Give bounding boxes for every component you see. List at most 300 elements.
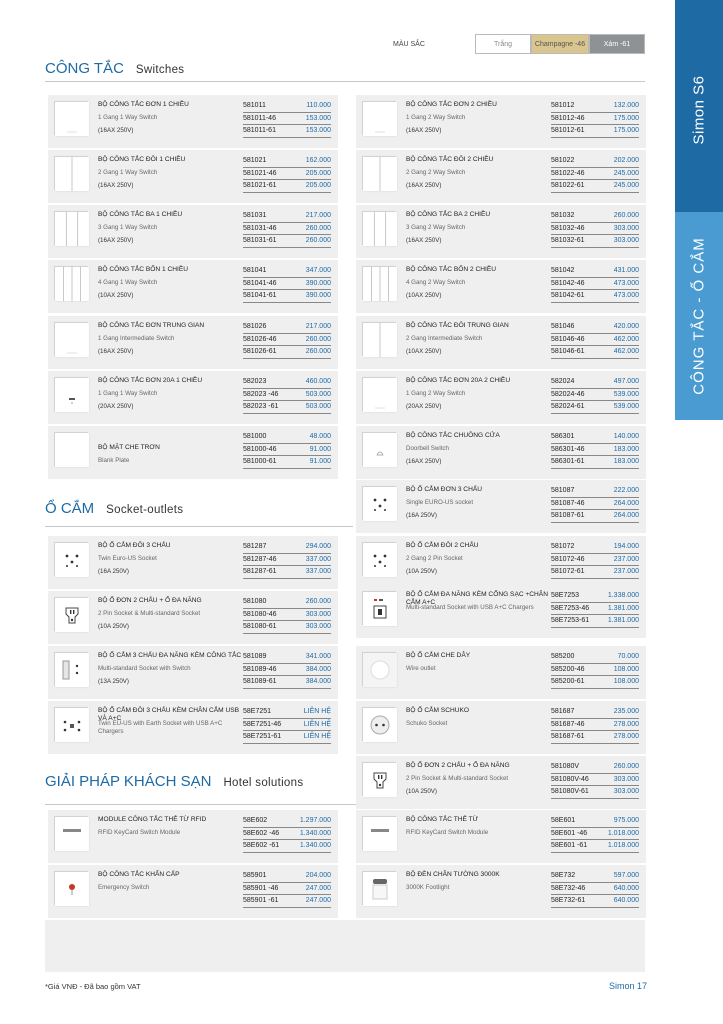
product-card <box>356 260 646 313</box>
product-spec: (10A 250V) <box>406 788 437 795</box>
product-card <box>356 536 646 589</box>
product-code: 581041-46 <box>243 279 277 287</box>
code-row <box>551 603 639 616</box>
product-code-table <box>243 100 331 138</box>
product-spec: (10A 250V) <box>406 568 437 575</box>
product-price: 183.000 <box>613 458 639 465</box>
code-row <box>551 510 639 523</box>
product-card <box>356 371 646 424</box>
code-row <box>551 321 639 334</box>
product-price: 460.000 <box>305 378 331 385</box>
product-code-table <box>243 815 331 853</box>
product-code: 581026-61 <box>243 348 277 355</box>
switch-4-gang-icon <box>54 266 88 300</box>
product-code: 581072 <box>551 543 575 550</box>
product-code: 581000-46 <box>243 445 277 453</box>
product-name-en: 3000K Footlight <box>406 884 450 891</box>
product-code: 585901 -46 <box>243 884 279 892</box>
section-divider <box>45 81 645 82</box>
product-card <box>356 756 646 809</box>
product-price: 303.000 <box>305 610 331 618</box>
code-row <box>243 265 331 278</box>
code-row <box>551 168 639 181</box>
product-name-en: RFID KeyCard Switch Module <box>98 829 181 836</box>
code-row <box>551 815 639 828</box>
switch-4-gang-icon <box>362 266 396 300</box>
code-row <box>551 895 639 908</box>
product-card <box>48 701 338 754</box>
product-name: BỘ CÔNG TẮC ĐÔI TRUNG GIAN <box>406 322 509 329</box>
product-code: 581012 <box>551 102 575 109</box>
product-price: 1.381.000 <box>607 617 639 624</box>
product-code: 581026-46 <box>243 335 277 343</box>
code-row <box>243 223 331 236</box>
code-row <box>243 444 331 457</box>
product-code-table <box>243 376 331 414</box>
product-card <box>48 591 338 644</box>
product-price: 132.000 <box>613 102 639 109</box>
code-row <box>551 828 639 841</box>
product-price: 473.000 <box>613 292 639 299</box>
code-row <box>551 346 639 359</box>
product-price: 260.000 <box>305 335 331 343</box>
product-code: 581287 <box>243 543 267 550</box>
product-code: 581011 <box>243 102 266 109</box>
code-row <box>243 155 331 168</box>
switch-2-gang-icon <box>54 156 88 190</box>
product-code-table <box>551 651 639 689</box>
product-price: 303.000 <box>613 788 639 795</box>
product-code-table <box>243 596 331 634</box>
product-name: BỘ CÔNG TẮC BA 2 CHIỀU <box>406 211 491 218</box>
product-price: 1.340.000 <box>299 829 331 837</box>
code-row <box>243 828 331 841</box>
product-name-en: 3 Gang 1 Way Switch <box>98 224 158 231</box>
product-code-table <box>243 706 331 744</box>
product-price: LIÊN HỆ <box>303 708 331 715</box>
code-row <box>243 168 331 181</box>
product-code-table <box>551 376 639 414</box>
product-name-en: 1 Gang 1 Way Switch <box>98 390 158 397</box>
product-code-table <box>243 210 331 248</box>
code-row <box>243 664 331 677</box>
product-code: 58E7251-61 <box>243 733 282 740</box>
code-row <box>243 870 331 883</box>
section-title-switches <box>45 60 184 77</box>
product-code: 581012-61 <box>551 127 585 134</box>
product-code: 581031-46 <box>243 224 277 232</box>
product-code-table <box>243 541 331 579</box>
product-name: BỘ Ổ CẮM SCHUKO <box>406 707 470 714</box>
product-code-table <box>551 761 639 799</box>
code-row <box>243 719 331 732</box>
product-code: 581287-46 <box>243 555 277 563</box>
product-spec: (10AX 250V) <box>406 292 442 299</box>
product-code-table <box>551 155 639 193</box>
product-name: BỘ CÔNG TẮC ĐƠN 2 CHIỀU <box>406 101 497 108</box>
product-name: BỘ Ổ CẮM ĐƠN 3 CHẤU <box>406 486 482 493</box>
code-row <box>551 676 639 689</box>
code-row <box>243 554 331 567</box>
code-row <box>243 210 331 223</box>
product-name: BỘ CÔNG TẮC ĐÔI 2 CHIỀU <box>406 156 494 163</box>
product-code: 581042-46 <box>551 279 585 287</box>
product-code: 586301-46 <box>551 445 585 453</box>
product-code: 58E732 <box>551 872 576 879</box>
product-code: 581046-46 <box>551 335 585 343</box>
code-row <box>243 706 331 719</box>
code-row <box>243 883 331 896</box>
section-divider <box>45 526 353 527</box>
product-name-en: RFID KeyCard Switch Module <box>406 829 489 836</box>
product-price: 341.000 <box>305 653 331 660</box>
product-name-en: Emergency Switch <box>98 884 150 891</box>
section-en: Hotel solutions <box>223 777 304 789</box>
code-row <box>243 456 331 469</box>
code-row <box>243 815 331 828</box>
product-name: BỘ Ổ CẮM ĐÔI 2 CHẤU <box>406 542 479 549</box>
product-card <box>48 371 338 424</box>
product-code: 581046 <box>551 323 575 330</box>
product-price: 1.018.000 <box>607 829 639 837</box>
product-price: 431.000 <box>613 267 639 274</box>
product-card <box>356 585 646 638</box>
product-spec: (16AX 250V) <box>406 127 442 134</box>
product-price: 384.000 <box>305 678 331 685</box>
switch-2-gang-icon <box>362 322 396 356</box>
product-price: 260.000 <box>305 348 331 355</box>
product-code: 581031 <box>243 212 267 219</box>
product-price: 260.000 <box>305 598 331 605</box>
product-card <box>356 205 646 258</box>
product-name: BỘ Ổ CẮM ĐA NĂNG KÈM CỔNG SẠC +CHÂN CẮM A+C <box>406 591 548 606</box>
product-code: 581022-46 <box>551 169 585 177</box>
code-row <box>551 651 639 664</box>
socket-twin-usb-icon <box>54 707 88 741</box>
product-code: 581021 <box>243 157 267 164</box>
product-card <box>356 480 646 533</box>
product-name-en: 2 Gang 2 Way Switch <box>406 169 466 176</box>
product-code: 581080V <box>551 763 580 770</box>
product-code: 581089 <box>243 653 267 660</box>
product-price: 205.000 <box>305 169 331 177</box>
sidebar-category: CÔNG TẮC - Ổ CẮM <box>690 237 708 395</box>
switch-1-gang-icon <box>54 322 88 356</box>
product-name: BỘ CÔNG TẮC ĐƠN TRUNG GIAN <box>98 322 205 329</box>
product-price: 303.000 <box>613 237 639 244</box>
code-row <box>551 444 639 457</box>
product-code: 581089-46 <box>243 665 277 673</box>
product-price: 222.000 <box>613 487 639 494</box>
product-price: 237.000 <box>613 555 639 563</box>
product-code: 582024-46 <box>551 390 585 398</box>
product-price: 1.381.000 <box>607 604 639 612</box>
schuko-socket-icon <box>362 707 396 741</box>
product-code: 581080 <box>243 598 267 605</box>
product-code-table <box>551 590 639 628</box>
product-code: 58E602 <box>243 817 268 824</box>
product-code-table <box>551 321 639 359</box>
product-code: 581087 <box>551 487 575 494</box>
product-code: 581032-61 <box>551 237 585 244</box>
product-name-en: Twin Euro-US Socket <box>98 555 157 562</box>
socket-switch-icon <box>54 652 88 686</box>
code-row <box>243 431 331 444</box>
product-code: 581687 <box>551 708 575 715</box>
switch-2-gang-icon <box>362 156 396 190</box>
product-price: 1.297.000 <box>299 817 331 824</box>
product-code: 581000-61 <box>243 458 277 465</box>
product-code: 582023 -46 <box>243 390 279 398</box>
product-price: 108.000 <box>613 678 639 685</box>
product-price: 497.000 <box>613 378 639 385</box>
code-row <box>551 100 639 113</box>
product-code: 581080-61 <box>243 623 277 630</box>
product-code: 58E601 <box>551 817 576 824</box>
code-row <box>551 731 639 744</box>
switch-1-gang-icon <box>362 101 396 135</box>
product-code-table <box>551 210 639 248</box>
code-row <box>551 719 639 732</box>
product-card <box>48 316 338 369</box>
product-price: 640.000 <box>613 897 639 904</box>
product-code: 581080-46 <box>243 610 277 618</box>
product-price: 303.000 <box>613 775 639 783</box>
product-code: 581087-46 <box>551 499 585 507</box>
product-name-en: 4 Gang 2 Way Switch <box>406 279 466 286</box>
product-code-table <box>243 265 331 303</box>
code-row <box>551 498 639 511</box>
product-price: 303.000 <box>613 224 639 232</box>
product-card <box>48 150 338 203</box>
code-row <box>551 334 639 347</box>
product-code: 585901 <box>243 872 267 879</box>
empty-band <box>45 920 645 972</box>
product-code: 58E602 -61 <box>243 842 280 849</box>
switch-20a-icon <box>54 377 88 411</box>
product-price: 539.000 <box>613 390 639 398</box>
product-card <box>48 536 338 589</box>
product-price: 337.000 <box>305 568 331 575</box>
page-number: Simon 17 <box>608 981 647 991</box>
code-row <box>551 180 639 193</box>
product-name-en: 3 Gang 2 Way Switch <box>406 224 466 231</box>
product-code: 58E601 -61 <box>551 842 588 849</box>
code-row <box>243 321 331 334</box>
product-name: BỘ CÔNG TẮC BA 1 CHIỀU <box>98 211 183 218</box>
code-row <box>551 125 639 138</box>
product-price: 91.000 <box>309 445 331 453</box>
product-name: MODULE CÔNG TẮC THẺ TỪ RFID <box>98 816 207 823</box>
product-name: BỘ CÔNG TẮC ĐÔI 1 CHIỀU <box>98 156 186 163</box>
code-row <box>243 346 331 359</box>
product-spec: (16AX 250V) <box>406 458 442 465</box>
product-name: BỘ Ổ CẮM CHE DÂY <box>406 652 471 659</box>
product-name: BỘ CÔNG TẮC BỐN 2 CHIỀU <box>406 266 497 273</box>
code-row <box>243 651 331 664</box>
code-row <box>551 389 639 402</box>
product-price: 597.000 <box>613 872 639 879</box>
code-row <box>551 210 639 223</box>
switch-1-gang-icon <box>54 101 88 135</box>
product-price: 420.000 <box>613 323 639 330</box>
code-row <box>551 265 639 278</box>
product-price: 473.000 <box>613 279 639 287</box>
product-price: 183.000 <box>613 445 639 453</box>
section-title-sockets <box>45 500 183 517</box>
product-spec: (10AX 250V) <box>98 292 134 299</box>
product-code: 581031-61 <box>243 237 277 244</box>
socket-single-icon <box>362 486 396 520</box>
socket-multi-icon <box>54 597 88 631</box>
product-price: 384.000 <box>305 665 331 673</box>
product-name-en: Single EURO-US socket <box>406 499 474 506</box>
product-code: 581021-61 <box>243 182 277 189</box>
product-code: 581080V-46 <box>551 775 589 783</box>
product-code: 582023 <box>243 378 267 385</box>
product-code-table <box>243 431 331 469</box>
product-price: 153.000 <box>305 127 331 134</box>
product-code: 581042-61 <box>551 292 585 299</box>
product-code: 581011-61 <box>243 127 276 134</box>
product-code: 58E7253-46 <box>551 604 590 612</box>
product-name: BỘ CÔNG TẮC ĐƠN 1 CHIỀU <box>98 101 189 108</box>
product-price: 175.000 <box>613 114 639 122</box>
blank-plate-icon <box>54 432 88 466</box>
code-row <box>551 401 639 414</box>
product-card <box>356 701 646 754</box>
product-code: 581022-61 <box>551 182 585 189</box>
code-row <box>243 609 331 622</box>
product-price: 194.000 <box>613 543 639 550</box>
wire-outlet-icon <box>362 652 396 686</box>
product-name-en: 2 Gang 2 Pin Socket <box>406 555 463 562</box>
product-price: 175.000 <box>613 127 639 134</box>
footlight-icon <box>362 871 396 905</box>
legend-label: MÀU SẮC <box>393 40 425 48</box>
product-name: BỘ ĐÈN CHÂN TƯỜNG 3000K <box>406 871 500 878</box>
product-code: 581026 <box>243 323 267 330</box>
product-price: 303.000 <box>305 623 331 630</box>
product-spec: (16AX 250V) <box>406 182 442 189</box>
product-card <box>48 810 338 863</box>
product-price: 110.000 <box>306 102 331 109</box>
product-code-table <box>551 870 639 908</box>
code-row <box>243 376 331 389</box>
product-code: 581687-46 <box>551 720 585 728</box>
product-spec: (16AX 250V) <box>406 237 442 244</box>
section-vn: Ổ CẮM <box>45 500 95 517</box>
product-code-table <box>551 100 639 138</box>
socket-twin-icon <box>362 542 396 576</box>
product-code: 581042 <box>551 267 575 274</box>
product-price: 278.000 <box>613 720 639 728</box>
product-name-en: 1 Gang 2 Way Switch <box>406 114 466 121</box>
product-code: 581000 <box>243 433 267 440</box>
product-name-en: 2 Pin Socket & Multi-standard Socket <box>98 610 201 617</box>
code-row <box>243 278 331 291</box>
product-code: 586301-61 <box>551 458 585 465</box>
product-code: 581687-61 <box>551 733 585 740</box>
code-row <box>551 223 639 236</box>
code-row <box>243 621 331 634</box>
code-row <box>551 290 639 303</box>
code-row <box>551 786 639 799</box>
sidebar-brand-tab <box>675 0 723 212</box>
product-price: 247.000 <box>305 884 331 892</box>
product-name-en: Multi-standard Socket with USB A+C Chargers <box>406 604 534 611</box>
product-code: 581032 <box>551 212 575 219</box>
product-code: 581041-61 <box>243 292 277 299</box>
product-price: 237.000 <box>613 568 639 575</box>
product-name-en: Multi-standard Socket with Switch <box>98 665 191 672</box>
product-code: 581022 <box>551 157 575 164</box>
code-row <box>551 541 639 554</box>
doorbell-switch-icon <box>362 432 396 466</box>
code-row <box>243 125 331 138</box>
product-name-en: 2 Gang 1 Way Switch <box>98 169 158 176</box>
product-price: 245.000 <box>613 169 639 177</box>
product-spec: (13A 250V) <box>98 678 129 685</box>
product-name: BỘ Ổ CẮM 3 CHẤU ĐA NĂNG KÈM CÔNG TẮC <box>98 652 242 659</box>
product-price: 260.000 <box>305 224 331 232</box>
product-code-table <box>551 485 639 523</box>
product-code-table <box>551 706 639 744</box>
product-code: 58E7251 <box>243 708 272 715</box>
product-code: 58E732-46 <box>551 884 586 892</box>
product-spec: (16AX 250V) <box>98 182 134 189</box>
code-row <box>551 774 639 787</box>
section-en: Switches <box>135 64 185 76</box>
product-code: 581012-46 <box>551 114 585 122</box>
code-row <box>551 664 639 677</box>
product-price: 1.018.000 <box>607 842 639 849</box>
product-code: 585200-61 <box>551 678 585 685</box>
product-code: 582024-61 <box>551 403 585 410</box>
product-code-table <box>551 431 639 469</box>
product-price: 217.000 <box>305 212 331 219</box>
product-card <box>48 205 338 258</box>
product-card <box>356 426 646 479</box>
product-name-en: 4 Gang 1 Way Switch <box>98 279 158 286</box>
product-price: 108.000 <box>613 665 639 673</box>
code-row <box>243 113 331 126</box>
code-row <box>243 180 331 193</box>
product-code: 585200-46 <box>551 665 585 673</box>
product-name: BỘ CÔNG TẮC BỐN 1 CHIỀU <box>98 266 189 273</box>
product-price: 140.000 <box>613 433 639 440</box>
code-row <box>243 334 331 347</box>
socket-usb-icon <box>362 591 396 625</box>
product-code: 581011-46 <box>243 114 276 122</box>
product-code-table <box>243 321 331 359</box>
product-name: BỘ CÔNG TẮC ĐƠN 20A 2 CHIỀU <box>406 377 511 384</box>
product-price: 204.000 <box>305 872 331 879</box>
code-row <box>551 615 639 628</box>
product-price: 235.000 <box>613 708 639 715</box>
product-price: 264.000 <box>613 499 639 507</box>
product-price: 260.000 <box>613 763 639 770</box>
section-vn: GIẢI PHÁP KHÁCH SẠN <box>45 773 212 790</box>
product-spec: (16A 250V) <box>406 512 437 519</box>
product-price: 48.000 <box>309 433 331 440</box>
product-code: 58E601 -46 <box>551 829 588 837</box>
emergency-switch-icon <box>54 871 88 905</box>
code-row <box>243 235 331 248</box>
switch-1-gang-icon <box>362 377 396 411</box>
code-row <box>551 590 639 603</box>
section-title-hotel <box>45 773 303 790</box>
